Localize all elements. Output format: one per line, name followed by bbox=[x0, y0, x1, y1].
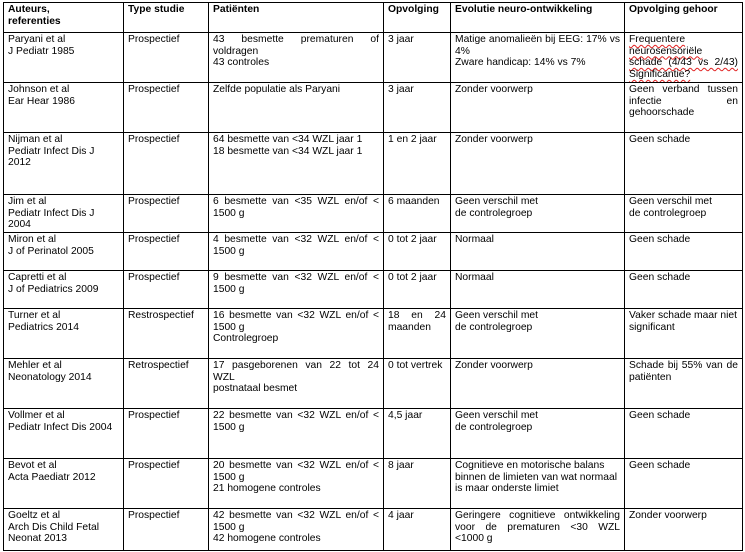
cell-study-type bbox=[124, 83, 209, 133]
cell-hearing bbox=[625, 33, 743, 83]
cell-hearing bbox=[625, 309, 743, 359]
cell-follow-up bbox=[384, 83, 451, 133]
cell-follow-up bbox=[384, 271, 451, 309]
cell-follow-up bbox=[384, 409, 451, 459]
table-row bbox=[4, 509, 743, 551]
cell-line: Pediatr Infect Dis J 2012 bbox=[8, 145, 95, 169]
cell-line: 16 besmette van <32 WZL en/of < 1500 g bbox=[213, 310, 379, 333]
cell-patients bbox=[209, 133, 384, 195]
cell-line: Pediatr Infect Dis 2004 bbox=[8, 421, 113, 433]
cell-authors bbox=[4, 195, 124, 233]
cell-authors bbox=[4, 83, 124, 133]
cell-line: Geen schade bbox=[629, 272, 691, 283]
header-line: Type studie bbox=[128, 4, 185, 15]
cell-line: Prospectief bbox=[128, 272, 180, 283]
cell-hearing bbox=[625, 509, 743, 551]
cell-hearing bbox=[625, 409, 743, 459]
cell-hearing bbox=[625, 459, 743, 509]
cell-line: J of Perinatol 2005 bbox=[8, 245, 94, 257]
cell-line: Zonder voorwerp bbox=[455, 134, 533, 145]
cell-line: Geringere cognitieve ontwikkeling voor de prematuren <30 WZL <1000 g bbox=[455, 510, 620, 545]
cell-study-type bbox=[124, 509, 209, 551]
cell-authors bbox=[4, 409, 124, 459]
cell-hearing bbox=[625, 359, 743, 409]
cell-hearing bbox=[625, 83, 743, 133]
cell-authors bbox=[4, 271, 124, 309]
cell-line: 42 besmette van <32 WZL en/of < 1500 g bbox=[213, 510, 379, 533]
cell-line: Turner et al bbox=[8, 310, 61, 321]
cell-neuro-development bbox=[451, 233, 625, 271]
cell-line: Acta Paediatr 2012 bbox=[8, 471, 96, 483]
cell-line: de controlegroep bbox=[455, 421, 533, 433]
cell-line: postnataal besmet bbox=[213, 383, 298, 395]
cell-line: Johnson et al bbox=[8, 84, 70, 95]
cell-follow-up bbox=[384, 509, 451, 551]
header-authors bbox=[4, 3, 124, 33]
cell-line: Zware handicap: 14% vs 7% bbox=[455, 57, 586, 69]
table-row bbox=[4, 359, 743, 409]
header-neuro-development bbox=[451, 3, 625, 33]
cell-line: de controlegroep bbox=[629, 207, 707, 219]
cell-line: Matige anomalieën bij EEG: 17% vs 4% bbox=[455, 34, 620, 57]
cell-line: Restrospectief bbox=[128, 310, 194, 321]
cell-line: Vollmer et al bbox=[8, 410, 65, 421]
cell-line: 0 tot 2 jaar bbox=[388, 272, 437, 283]
cell-line: 43 controles bbox=[213, 57, 270, 69]
cell-line: Normaal bbox=[455, 272, 494, 283]
cell-study-type bbox=[124, 195, 209, 233]
cell-line: Controlegroep bbox=[213, 333, 279, 345]
header-hearing bbox=[625, 3, 743, 33]
header-follow-up bbox=[384, 3, 451, 33]
cell-line: 3 jaar bbox=[388, 34, 414, 45]
cell-line: Geen schade bbox=[629, 134, 691, 145]
cell-neuro-development bbox=[451, 195, 625, 233]
studies-table bbox=[3, 2, 743, 551]
cell-authors bbox=[4, 309, 124, 359]
cell-neuro-development bbox=[451, 309, 625, 359]
cell-hearing bbox=[625, 133, 743, 195]
cell-line: 0 tot vertrek bbox=[388, 360, 443, 371]
header-line: Opvolging gehoor bbox=[629, 4, 718, 15]
cell-patients bbox=[209, 509, 384, 551]
cell-line: J of Pediatrics 2009 bbox=[8, 283, 99, 295]
cell-study-type bbox=[124, 459, 209, 509]
cell-neuro-development bbox=[451, 459, 625, 509]
cell-line: Neonatology 2014 bbox=[8, 371, 92, 383]
cell-line: 3 jaar bbox=[388, 84, 414, 95]
table-row bbox=[4, 83, 743, 133]
cell-patients bbox=[209, 359, 384, 409]
cell-line: de controlegroep bbox=[455, 321, 533, 333]
cell-line: Jim et al bbox=[8, 196, 47, 207]
cell-line: 9 besmette van <32 WZL en/of < 1500 g bbox=[213, 272, 379, 295]
cell-neuro-development bbox=[451, 33, 625, 83]
cell-line: Pediatr Infect Dis J 2004 bbox=[8, 207, 95, 231]
cell-line: Prospectief bbox=[128, 84, 180, 95]
cell-study-type bbox=[124, 309, 209, 359]
cell-neuro-development bbox=[451, 359, 625, 409]
cell-line: Prospectief bbox=[128, 34, 180, 45]
cell-neuro-development bbox=[451, 133, 625, 195]
cell-follow-up bbox=[384, 33, 451, 83]
cell-patients bbox=[209, 271, 384, 309]
cell-line: 8 jaar bbox=[388, 460, 414, 471]
table-row bbox=[4, 309, 743, 359]
cell-line: 6 besmette van <35 WZL en/of < 1500 g bbox=[213, 196, 379, 219]
cell-line: Zonder voorwerp bbox=[455, 360, 533, 371]
cell-authors bbox=[4, 359, 124, 409]
table-row bbox=[4, 33, 743, 83]
cell-line: 64 besmette van <34 WZL jaar 1 bbox=[213, 134, 363, 145]
cell-line: Cognitieve en motorische balans binnen de limieten van wat normaal is maar onderste limiet bbox=[455, 460, 617, 495]
table-row bbox=[4, 409, 743, 459]
cell-line: 4 besmette van <32 WZL en/of < 1500 g bbox=[213, 234, 379, 257]
cell-line: Zonder voorwerp bbox=[455, 84, 533, 95]
cell-line: Prospectief bbox=[128, 234, 180, 245]
cell-line: Prospectief bbox=[128, 460, 180, 471]
cell-line: 4,5 jaar bbox=[388, 410, 423, 421]
cell-line: Nijman et al bbox=[8, 134, 63, 145]
cell-line: 21 homogene controles bbox=[213, 483, 321, 495]
cell-line: 4 jaar bbox=[388, 510, 414, 521]
cell-line: Goeltz et al bbox=[8, 510, 61, 521]
cell-neuro-development bbox=[451, 509, 625, 551]
cell-authors bbox=[4, 133, 124, 195]
table-row bbox=[4, 233, 743, 271]
cell-follow-up bbox=[384, 133, 451, 195]
cell-line: Geen verschil met bbox=[629, 196, 712, 207]
cell-patients bbox=[209, 459, 384, 509]
cell-line: Prospectief bbox=[128, 134, 180, 145]
header-line: Patiënten bbox=[213, 4, 260, 15]
cell-line: Geen schade bbox=[629, 410, 691, 421]
cell-authors bbox=[4, 459, 124, 509]
cell-line: Vaker schade maar niet significant bbox=[629, 310, 737, 333]
cell-line: Zelfde populatie als Paryani bbox=[213, 84, 341, 95]
cell-line: Zonder voorwerp bbox=[629, 510, 707, 521]
cell-follow-up bbox=[384, 459, 451, 509]
header-line: Evolutie neuro-ontwikkeling bbox=[455, 4, 593, 15]
cell-line: J Pediatr 1985 bbox=[8, 45, 75, 57]
cell-line: 43 besmette prematuren of voldragen bbox=[213, 34, 379, 57]
header-line: referenties bbox=[8, 15, 61, 27]
cell-line: 42 homogene controles bbox=[213, 533, 321, 545]
cell-study-type bbox=[124, 233, 209, 271]
cell-line: Frequentere neurosensoriële schade (4/43 vs 2/43) Significantie? bbox=[629, 34, 738, 80]
cell-line: Ear Hear 1986 bbox=[8, 95, 75, 107]
cell-neuro-development bbox=[451, 271, 625, 309]
cell-line: Geen schade bbox=[629, 234, 691, 245]
header-line: Auteurs, bbox=[8, 4, 50, 15]
cell-neuro-development bbox=[451, 83, 625, 133]
cell-neuro-development bbox=[451, 409, 625, 459]
cell-line: 18 besmette van <34 WZL jaar 1 bbox=[213, 145, 363, 157]
cell-line: Retrospectief bbox=[128, 360, 189, 371]
cell-patients bbox=[209, 83, 384, 133]
cell-patients bbox=[209, 233, 384, 271]
cell-line: Normaal bbox=[455, 234, 494, 245]
cell-line: Prospectief bbox=[128, 196, 180, 207]
cell-authors bbox=[4, 33, 124, 83]
table-row bbox=[4, 195, 743, 233]
cell-hearing bbox=[625, 233, 743, 271]
cell-line: Geen schade bbox=[629, 460, 691, 471]
cell-patients bbox=[209, 33, 384, 83]
cell-authors bbox=[4, 233, 124, 271]
cell-line: Geen verschil met bbox=[455, 196, 538, 207]
cell-study-type bbox=[124, 133, 209, 195]
cell-patients bbox=[209, 309, 384, 359]
header-patients bbox=[209, 3, 384, 33]
cell-line: 22 besmette van <32 WZL en/of < 1500 g bbox=[213, 410, 379, 433]
cell-line: 17 pasgeborenen van 22 tot 24 WZL bbox=[213, 360, 379, 383]
cell-line: Prospectief bbox=[128, 510, 180, 521]
cell-line: Bevot et al bbox=[8, 460, 57, 471]
cell-line: Pediatrics 2014 bbox=[8, 321, 79, 333]
cell-line: 6 maanden bbox=[388, 196, 440, 207]
cell-line: Geen verband tussen infectie en gehoorschade bbox=[629, 84, 738, 119]
cell-study-type bbox=[124, 271, 209, 309]
header-study-type bbox=[124, 3, 209, 33]
table-row bbox=[4, 133, 743, 195]
cell-authors bbox=[4, 509, 124, 551]
table-header-row bbox=[4, 3, 743, 33]
cell-line: 0 tot 2 jaar bbox=[388, 234, 437, 245]
cell-line: Miron et al bbox=[8, 234, 57, 245]
cell-follow-up bbox=[384, 309, 451, 359]
cell-study-type bbox=[124, 359, 209, 409]
cell-line: Geen verschil met bbox=[455, 310, 538, 321]
cell-line: Arch Dis Child Fetal Neonat 2013 bbox=[8, 521, 99, 545]
cell-line: Mehler et al bbox=[8, 360, 62, 371]
cell-line: Paryani et al bbox=[8, 34, 66, 45]
cell-line: Geen verschil met bbox=[455, 410, 538, 421]
cell-line: Capretti et al bbox=[8, 272, 67, 283]
cell-hearing bbox=[625, 195, 743, 233]
cell-follow-up bbox=[384, 233, 451, 271]
cell-line: 1 en 2 jaar bbox=[388, 134, 437, 145]
cell-follow-up bbox=[384, 359, 451, 409]
table-row bbox=[4, 271, 743, 309]
cell-patients bbox=[209, 409, 384, 459]
cell-study-type bbox=[124, 33, 209, 83]
studies-table-wrapper bbox=[3, 2, 743, 551]
cell-line: Schade bij 55% van de patiënten bbox=[629, 360, 738, 383]
cell-follow-up bbox=[384, 195, 451, 233]
cell-hearing bbox=[625, 271, 743, 309]
cell-line: de controlegroep bbox=[455, 207, 533, 219]
cell-line: 18 en 24 maanden bbox=[388, 310, 446, 333]
table-row bbox=[4, 459, 743, 509]
cell-study-type bbox=[124, 409, 209, 459]
header-line: Opvolging bbox=[388, 4, 439, 15]
cell-patients bbox=[209, 195, 384, 233]
cell-line: 20 besmette van <32 WZL en/of < 1500 g bbox=[213, 460, 379, 483]
cell-line: Prospectief bbox=[128, 410, 180, 421]
